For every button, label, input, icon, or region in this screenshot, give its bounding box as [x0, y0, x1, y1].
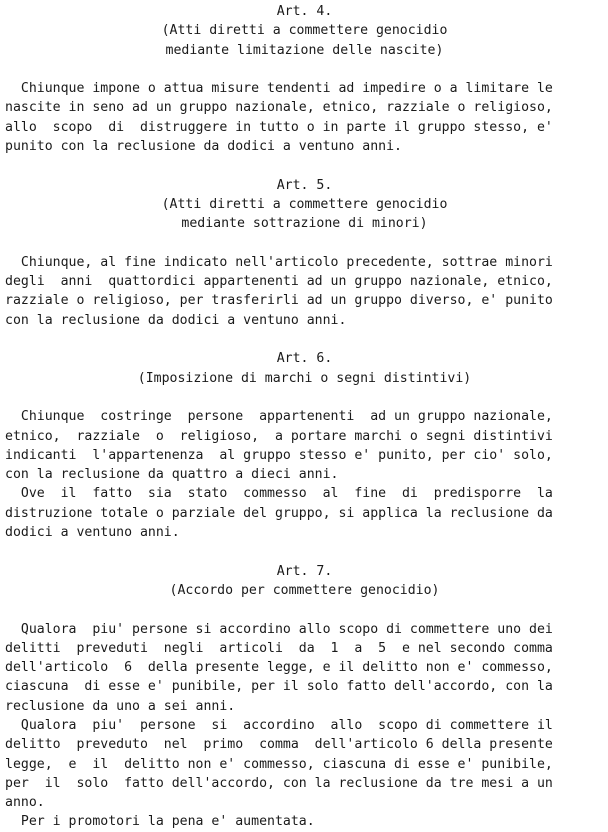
text-line: razziale o religioso, per trasferirli ad un gruppo diverso, e' punito — [5, 293, 553, 309]
text-line: Chiunque, al fine indicato nell'articolo precedente, sottrae minori — [5, 254, 553, 270]
document-body — [5, 2, 604, 832]
text-line: etnico, razziale o religioso, a portare marchi o segni distintivi — [5, 428, 553, 444]
text-line: Ove il fatto sia stato commesso al fine di predisporre la — [5, 486, 553, 502]
spacer — [5, 330, 604, 349]
text-line: ciascuna di esse e' punibile, per il solo fatto dell'accordo, con la — [5, 679, 553, 695]
spacer — [5, 156, 604, 175]
article-paragraph — [5, 716, 604, 812]
spacer — [5, 542, 604, 561]
article-paragraph — [5, 79, 604, 156]
text-line: delitto preveduto nel primo comma dell'articolo 6 della presente — [5, 737, 553, 753]
text-line: Chiunque costringe persone appartenenti ad un gruppo nazionale, — [5, 409, 553, 425]
article-paragraph — [5, 407, 604, 484]
article-title-line: (Atti diretti a commettere genocidio — [161, 196, 448, 212]
spacer — [5, 388, 604, 407]
text-line: indicanti l'appartenenza al gruppo stesso e' punito, per cio' solo, — [5, 447, 553, 463]
text-line: Per i promotori la pena e' aumentata. — [5, 814, 315, 830]
text-line: anno. — [5, 795, 45, 811]
article-paragraph — [5, 620, 604, 716]
text-line: Qualora piu' persone si accordino allo scopo di commettere il — [5, 717, 553, 733]
article-title-line: (Atti diretti a commettere genocidio — [161, 23, 448, 39]
article-number: Art. 6. — [276, 351, 333, 367]
text-line: con la reclusione da dodici a ventuno anni. — [5, 312, 347, 328]
article-paragraph — [5, 253, 604, 330]
text-line: dodici a ventuno anni. — [5, 525, 180, 541]
article-number: Art. 5. — [276, 177, 333, 193]
article-title-line: mediante sottrazione di minori) — [181, 216, 428, 232]
text-line: degli anni quattordici appartenenti ad un gruppo nazionale, etnico, — [5, 274, 553, 290]
text-line: distruzione totale o parziale del gruppo, si applica la reclusione da — [5, 505, 553, 521]
article-paragraph — [5, 484, 604, 542]
article-section — [5, 330, 604, 542]
text-line: Chiunque impone o attua misure tendenti ad impedire o a limitare le — [5, 81, 553, 97]
text-line: punito con la reclusione da dodici a ventuno anni. — [5, 139, 402, 155]
article-title-line: mediante limitazione delle nascite) — [165, 42, 444, 58]
spacer — [5, 60, 604, 79]
article-number: Art. 7. — [276, 563, 333, 579]
text-line: reclusione da uno a sei anni. — [5, 698, 236, 714]
article-section — [5, 542, 604, 831]
text-line: delitti preveduti negli articoli da 1 a 5 e nel secondo comma — [5, 640, 553, 656]
article-title-line: (Imposizione di marchi o segni distintivi) — [137, 370, 472, 386]
spacer — [5, 234, 604, 253]
text-line: dell'articolo 6 della presente legge, e il delitto non e' commesso, — [5, 660, 553, 676]
text-line: con la reclusione da quattro a dieci anni. — [5, 467, 339, 483]
article-paragraph — [5, 812, 604, 831]
text-line: nascite in seno ad un gruppo nazionale, etnico, razziale o religioso, — [5, 100, 553, 116]
article-title-line: (Accordo per commettere genocidio) — [169, 582, 440, 598]
text-line: Qualora piu' persone si accordino allo scopo di commettere uno dei — [5, 621, 553, 637]
text-line: allo scopo di distruggere in tutto o in parte il gruppo stesso, e' — [5, 119, 553, 135]
article-section — [5, 156, 604, 330]
spacer — [5, 600, 604, 619]
article-number: Art. 4. — [276, 4, 333, 19]
text-line: per il solo fatto dell'accordo, con la reclusione da tre mesi a un — [5, 775, 553, 791]
text-line: legge, e il delitto non e' commesso, ciascuna di esse e' punibile, — [5, 756, 553, 772]
article-section — [5, 2, 604, 156]
